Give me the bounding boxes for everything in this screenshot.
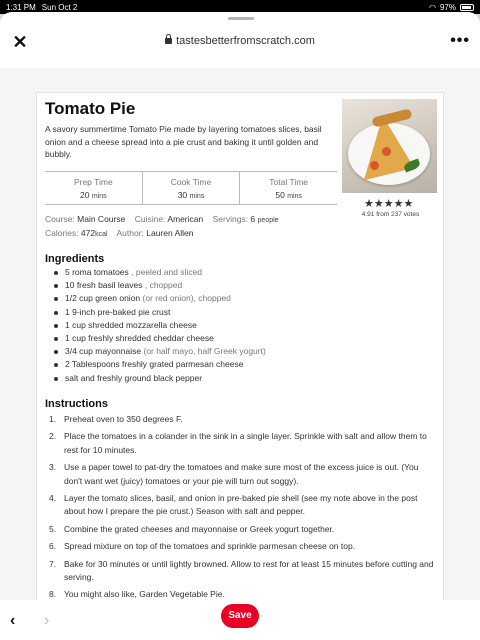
step-number: 5. xyxy=(49,523,57,534)
step-text: Layer the tomato slices, basil, and onion in pre-baked pie shell (see my note above in the post about how I prepare the pie crust.) Season with salt and pepper. xyxy=(64,493,418,517)
step-text: Bake for 30 minutes or until lightly browned. Allow to rest for at least 15 minutes before cutting and serving. xyxy=(64,558,434,583)
rating-stars[interactable]: ★★★★★ xyxy=(364,198,414,210)
ingredient-item[interactable] xyxy=(53,306,353,319)
recipe-title: Tomato Pie xyxy=(45,99,136,118)
ingredient-note: (or half mayo, half Greek yogurt) xyxy=(141,346,266,357)
bottom-bar xyxy=(0,600,480,640)
instruction-step xyxy=(45,430,437,457)
ingredient-text: 5 roma tomatoes xyxy=(65,267,129,277)
time-value: 20 xyxy=(80,190,90,200)
web-content xyxy=(0,68,480,600)
instructions-heading: Instructions xyxy=(45,398,108,410)
close-icon[interactable]: ✕ xyxy=(12,32,28,52)
step-number: 7. xyxy=(49,558,57,569)
ingredient-text: 1 9-inch pre-baked pie crust xyxy=(65,306,171,317)
time-value: 30 xyxy=(177,190,188,200)
chevron-right-icon[interactable]: › xyxy=(44,612,50,629)
step-number: 3. xyxy=(49,462,57,473)
instruction-step xyxy=(45,523,437,536)
step-text: Spread mixture on top of the tomatoes and sprinkle parmesan cheese on top. xyxy=(64,541,356,552)
ingredient-text: 2 Tablespoons freshly grated parmesan cheese xyxy=(65,359,244,370)
recipe-meta-row-1 xyxy=(45,214,345,224)
ingredient-text: 10 fresh basil leaves xyxy=(65,280,143,291)
author-value: Lauren Allen xyxy=(146,228,194,238)
ingredient-item[interactable] xyxy=(53,292,353,305)
status-time: 1:31 PM xyxy=(6,2,36,12)
ingredient-text: 1 cup freshly shredded cheddar cheese xyxy=(65,333,214,344)
time-unit: mins xyxy=(287,193,302,200)
ingredient-item[interactable] xyxy=(53,266,353,279)
instruction-step xyxy=(45,492,437,519)
instruction-step xyxy=(45,540,437,553)
calories-label: Calories: xyxy=(45,228,79,238)
recipe-meta-row-2 xyxy=(45,228,345,238)
wifi-icon: ◠ xyxy=(429,2,436,12)
time-label: Prep Time xyxy=(73,177,113,187)
step-text: Place the tomatoes in a colander in the sink in a single layer. Sprinkle with salt and allow them to rest for 10 minutes. xyxy=(64,431,427,455)
ingredient-text: 1 cup shredded mozzarella cheese xyxy=(65,319,197,330)
battery-icon xyxy=(460,4,474,11)
time-unit: mins xyxy=(189,193,205,200)
chevron-left-icon[interactable]: ‹ xyxy=(10,612,16,629)
url-text: tastesbetterfromscratch.com xyxy=(176,35,315,47)
author-label: Author: xyxy=(116,228,144,238)
servings-unit: people xyxy=(257,217,279,224)
instruction-step xyxy=(45,558,437,585)
url-bar[interactable] xyxy=(0,35,480,47)
cook-time xyxy=(142,172,240,204)
save-button[interactable]: Save xyxy=(221,604,259,628)
sheet-grabber[interactable] xyxy=(228,17,254,20)
cuisine-label: Cuisine: xyxy=(134,214,166,224)
rating-text: 4.91 from 237 votes xyxy=(361,211,420,218)
recipe-description: A savory summertime Tomato Pie made by layering tomatoes slices, basil onion and a cheese spread into a pie crust and baking it until golden and bubbly. xyxy=(45,124,322,159)
cuisine-value[interactable]: American xyxy=(167,214,204,224)
recipe-times xyxy=(45,171,337,205)
step-number: 2. xyxy=(49,431,57,442)
time-label: Total Time xyxy=(269,177,309,187)
prep-time xyxy=(45,172,142,204)
step-number: 8. xyxy=(49,589,57,600)
time-unit: mins xyxy=(91,193,107,200)
calories-unit: kcal xyxy=(95,231,108,238)
tomato-shape xyxy=(382,147,391,156)
total-time xyxy=(239,172,337,204)
step-text: You might also like, Garden Vegetable Pie. xyxy=(64,589,225,600)
servings-value[interactable]: 6 xyxy=(250,214,256,224)
servings-label: Servings: xyxy=(212,214,249,224)
instruction-step xyxy=(45,413,437,426)
ingredient-item[interactable] xyxy=(53,332,353,345)
instructions-list xyxy=(45,413,437,606)
course-value[interactable]: Main Course xyxy=(77,214,126,224)
tomato-shape xyxy=(370,161,379,170)
step-number: 6. xyxy=(49,541,57,552)
ingredient-note: , peeled and sliced xyxy=(128,267,203,277)
step-number: 4. xyxy=(49,493,57,504)
calories-value: 472 xyxy=(80,228,96,238)
ingredient-item[interactable] xyxy=(53,319,353,332)
ingredient-note: (or red onion), chopped xyxy=(140,293,231,304)
ingredient-note: , chopped xyxy=(142,280,183,291)
instruction-step xyxy=(45,461,437,488)
step-text: Use a paper towel to pat-dry the tomatoes and make sure most of the excess juice is out. (You don't want wet (juicy) tomatoes or your pie will turn out soggy). xyxy=(64,462,419,486)
status-date: Sun Oct 2 xyxy=(41,2,78,12)
ingredient-item[interactable] xyxy=(53,372,353,385)
browser-sheet xyxy=(0,12,480,640)
ingredient-item[interactable] xyxy=(53,345,353,358)
ingredient-text: 1/2 cup green onion xyxy=(65,293,141,304)
recipe-card xyxy=(36,92,444,602)
step-text: Preheat oven to 350 degrees F. xyxy=(64,414,183,424)
top-bar xyxy=(0,30,480,56)
ingredient-text: 3/4 cup mayonnaise xyxy=(65,346,142,357)
ingredient-text: salt and freshly ground black pepper xyxy=(65,372,203,383)
course-label: Course: xyxy=(45,214,75,224)
step-text: Combine the grated cheeses and mayonnaise or Greek yogurt together. xyxy=(64,523,335,534)
lock-icon xyxy=(165,38,172,44)
more-icon[interactable]: ••• xyxy=(450,32,470,49)
step-number: 1. xyxy=(49,414,57,424)
ingredients-list xyxy=(53,266,353,385)
time-value: 50 xyxy=(275,190,285,200)
time-label: Cook Time xyxy=(170,177,212,187)
recipe-photo[interactable] xyxy=(342,99,437,193)
ingredient-item[interactable] xyxy=(53,358,353,371)
ingredients-heading: Ingredients xyxy=(45,253,105,265)
ingredient-item[interactable] xyxy=(53,279,353,292)
battery-percent: 97% xyxy=(439,2,456,12)
